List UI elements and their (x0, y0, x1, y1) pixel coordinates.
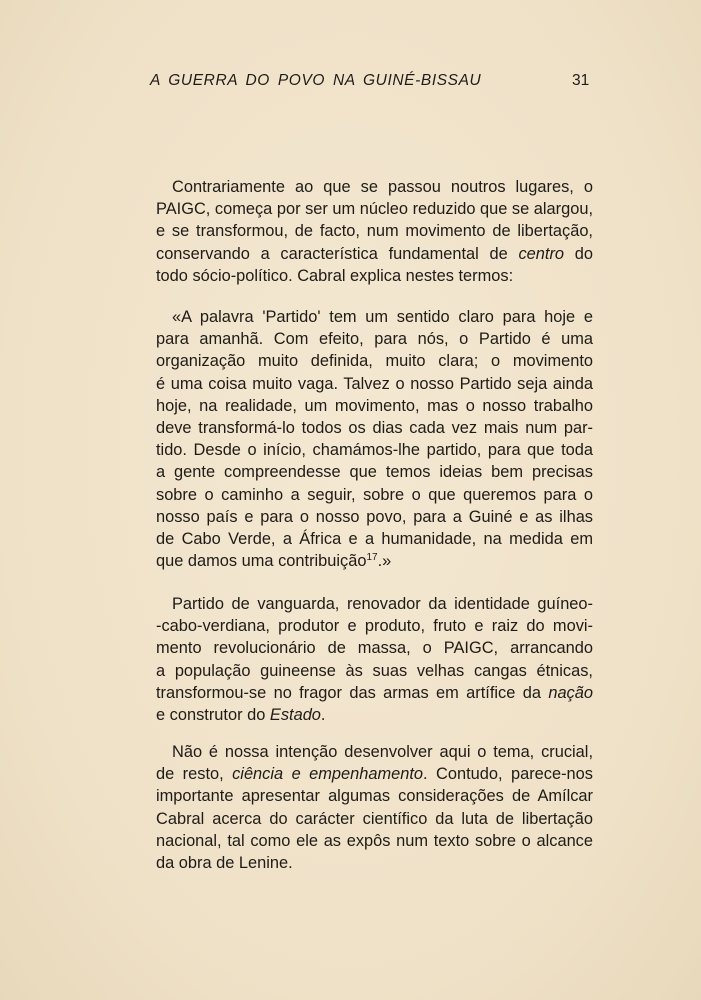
text-fragment: do (564, 244, 593, 263)
text-line: e se transformou, de facto, num movimento de libertação, (156, 222, 593, 241)
page-number: 31 (572, 72, 590, 89)
text-line: tido. Desde o início, chamámos-lhe partido, para que toda (156, 441, 593, 460)
text-line: -cabo-verdiana, produtor e produto, fruto e raiz do movi- (156, 617, 593, 636)
text-line (156, 682, 593, 704)
text-fragment: de resto, (156, 765, 233, 784)
text-line: Não é nossa intenção desenvolver aqui o tema, crucial, (172, 743, 593, 761)
paragraph-1 (156, 176, 593, 287)
text-line: para amanhã. Com efeito, para nós, o Partido é uma (156, 330, 593, 349)
text-fragment: . Contudo, parece-nos (423, 765, 593, 784)
text-line (156, 243, 593, 265)
text-line (156, 704, 593, 726)
emphasis-text: centro (518, 244, 565, 263)
paragraph-4 (156, 741, 593, 874)
text-line: sobre o caminho a seguir, sobre o que queremos para o (156, 485, 593, 504)
text-line: nosso país e para o nosso povo, para a Guiné e as ilhas (156, 507, 593, 526)
text-fragment: conservando a característica fundamental de (156, 244, 519, 263)
text-line: «A palavra 'Partido' tem um sentido claro para hoje e (172, 308, 593, 326)
text-line: da obra de Lenine. (156, 853, 293, 872)
paragraph-2-quote (156, 306, 593, 572)
text-line (156, 550, 593, 572)
footnote-reference[interactable]: 17 (366, 552, 378, 564)
text-fragment: transformou-se no fragor das armas em artífice da (156, 683, 549, 702)
text-fragment: .» (377, 552, 392, 571)
text-line: mento revolucionário de massa, o PAIGC, arrancando (156, 639, 593, 658)
text-line: PAIGC, começa por ser um núcleo reduzido que se alargou, (156, 200, 594, 219)
emphasis-text: ciência e empenhamento (232, 765, 424, 784)
text-fragment: e construtor do (156, 705, 270, 724)
text-line: nacional, tal como ele as expôs num texto sobre o alcance (156, 831, 593, 850)
text-line: de Cabo Verde, a África e a humanidade, na medida em (156, 529, 593, 548)
emphasis-text: Estado (269, 705, 321, 724)
text-line: é uma coisa muito vaga. Talvez o nosso Partido seja ainda (156, 374, 593, 393)
running-title: A GUERRA DO POVO NA GUINÉ-BISSAU (150, 72, 482, 89)
text-line: a população guineense às suas velhas cangas étnicas, (156, 661, 593, 680)
text-fragment: . (320, 705, 326, 724)
text-line: todo sócio-político. Cabral explica nestes termos: (156, 266, 514, 285)
text-line: organização muito definida, muito clara; o movimento (156, 352, 593, 371)
text-line (156, 763, 593, 785)
text-line: importante apresentar algumas considerações de Amílcar (156, 787, 593, 806)
text-line: Cabral acerca do carácter científico da luta de libertação (156, 809, 593, 828)
emphasis-text: nação (548, 683, 593, 702)
paragraph-3 (156, 593, 593, 726)
text-line: Contrariamente ao que se passou noutros lugares, o (172, 178, 593, 196)
text-line: hoje, na realidade, um movimento, mas o nosso trabalho (156, 396, 593, 415)
text-line: deve transformá-lo todos os dias cada vez mais num par- (156, 418, 593, 437)
text-line: a gente compreendesse que temos ideias bem precisas (156, 463, 593, 482)
text-fragment: que damos uma contribuição (156, 552, 367, 571)
text-line: Partido de vanguarda, renovador da identidade guíneo- (172, 595, 593, 613)
